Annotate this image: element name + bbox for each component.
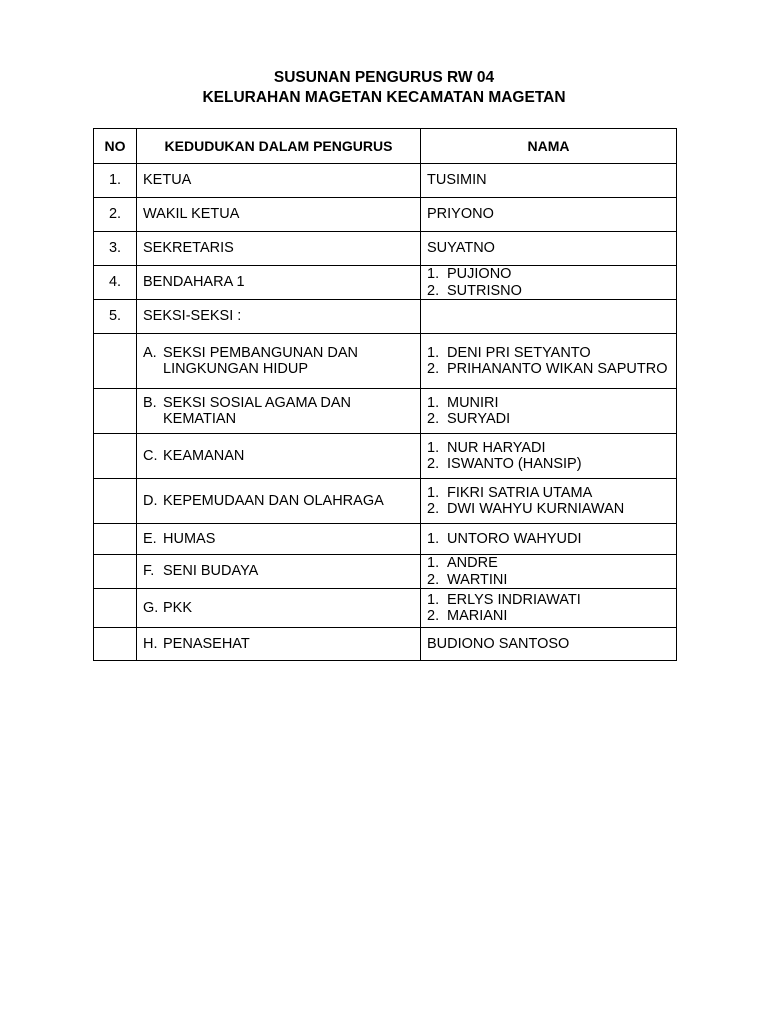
header-position: KEDUDUKAN DALAM PENGURUS: [137, 129, 421, 164]
table-row: [94, 434, 677, 479]
name-marker: 1.: [427, 555, 440, 571]
name-item: [427, 608, 670, 625]
member-name: SURYADI: [447, 411, 511, 427]
name-item: [427, 266, 670, 283]
name-marker: 1.: [427, 484, 440, 501]
cell-name: [421, 628, 677, 661]
table-row: [94, 589, 677, 628]
member-name: SUTRISNO: [447, 282, 522, 299]
position-marker: A.: [143, 344, 157, 361]
member-name: MARIANI: [447, 608, 508, 624]
member-name: ANDRE: [447, 555, 498, 571]
position-label: SENI BUDAYA: [163, 563, 259, 580]
name-marker: 1.: [427, 344, 440, 361]
position-item: [143, 493, 414, 510]
cell-position: [137, 589, 421, 628]
cell-no: [94, 389, 137, 434]
table-row: [94, 389, 677, 434]
name-item: [427, 456, 670, 473]
position-marker: D.: [143, 492, 158, 509]
cell-no: 4.: [94, 266, 137, 300]
cell-position: [137, 479, 421, 524]
cell-position: [137, 164, 421, 198]
position-label: WAKIL KETUA: [143, 206, 240, 223]
position-marker: B.: [143, 394, 157, 411]
cell-name: [421, 164, 677, 198]
name-item: [427, 283, 670, 300]
table-row: [94, 628, 677, 661]
cell-name: [421, 434, 677, 479]
name-marker: 2.: [427, 361, 440, 377]
cell-position: [137, 232, 421, 266]
table-row: [94, 334, 677, 389]
position-label: PKK: [163, 599, 193, 616]
name-marker: 1.: [427, 591, 440, 608]
member-name: PRIYONO: [427, 206, 494, 223]
name-item: [427, 531, 670, 548]
name-marker: 1.: [427, 530, 440, 547]
member-name: WARTINI: [447, 571, 508, 588]
cell-no: [94, 524, 137, 555]
cell-no: [94, 555, 137, 589]
cell-name: [421, 300, 677, 334]
member-name: DWI WAHYU KURNIAWAN: [447, 501, 625, 517]
name-item: [427, 361, 670, 378]
member-name: FIKRI SATRIA UTAMA: [447, 484, 593, 501]
cell-position: [137, 628, 421, 661]
cell-no: 1.: [94, 164, 137, 198]
position-item: [143, 563, 414, 580]
position-label: KEPEMUDAAN DAN OLAHRAGA: [163, 492, 384, 509]
name-item: [427, 555, 670, 572]
cell-no: 3.: [94, 232, 137, 266]
document-title: [0, 68, 768, 108]
table-header-row: [94, 129, 677, 164]
name-marker: 2.: [427, 282, 440, 299]
position-label: PENASEHAT: [163, 635, 250, 652]
position-label: SEKSI-SEKSI :: [143, 308, 242, 325]
table-row: [94, 300, 677, 334]
position-label: SEKSI SOSIAL AGAMA DAN KEMATIAN: [163, 394, 352, 427]
member-name: NUR HARYADI: [447, 439, 546, 456]
header-no: NO: [94, 129, 137, 164]
position-item: [143, 345, 414, 378]
table-row: [94, 555, 677, 589]
cell-name: [421, 266, 677, 300]
member-name: MUNIRI: [447, 394, 499, 411]
table-row: [94, 164, 677, 198]
position-label: SEKSI PEMBANGUNAN DAN LINGKUNGAN HIDUP: [163, 344, 358, 377]
position-label: BENDAHARA 1: [143, 274, 245, 291]
table-row: [94, 479, 677, 524]
table-row: [94, 232, 677, 266]
name-marker: 2.: [427, 571, 440, 588]
table-row: [94, 266, 677, 300]
cell-position: [137, 266, 421, 300]
name-marker: 1.: [427, 439, 440, 456]
cell-name: [421, 232, 677, 266]
table-row: [94, 198, 677, 232]
name-marker: 2.: [427, 456, 440, 472]
name-marker: 2.: [427, 608, 440, 624]
cell-position: [137, 198, 421, 232]
position-label: KETUA: [143, 172, 192, 189]
cell-position: [137, 389, 421, 434]
name-item: [427, 485, 670, 502]
cell-position: [137, 334, 421, 389]
cell-no: [94, 628, 137, 661]
cell-name: [421, 198, 677, 232]
member-name: PUJIONO: [447, 266, 512, 282]
member-name: UNTORO WAHYUDI: [447, 530, 582, 547]
title-line-2: KELURAHAN MAGETAN KECAMATAN MAGETAN: [202, 89, 566, 106]
position-item: [143, 531, 414, 548]
cell-name: [421, 555, 677, 589]
member-name: ERLYS INDRIAWATI: [447, 591, 581, 608]
name-item: [427, 395, 670, 412]
position-item: [143, 395, 414, 428]
position-label: HUMAS: [163, 530, 216, 547]
cell-position: [137, 300, 421, 334]
position-marker: H.: [143, 635, 158, 652]
name-marker: 1.: [427, 266, 440, 282]
member-name: BUDIONO SANTOSO: [427, 635, 570, 652]
position-marker: G.: [143, 599, 159, 616]
cell-name: [421, 334, 677, 389]
title-line-1: SUSUNAN PENGURUS RW 04: [273, 69, 495, 86]
name-item: [427, 501, 670, 518]
cell-position: [137, 524, 421, 555]
member-name: PRIHANANTO WIKAN SAPUTRO: [447, 361, 668, 377]
committee-table: [93, 128, 677, 661]
cell-no: [94, 479, 137, 524]
member-name: ISWANTO (HANSIP): [447, 456, 582, 472]
name-item: [427, 345, 670, 362]
cell-name: [421, 479, 677, 524]
header-name: NAMA: [421, 129, 677, 164]
cell-no: [94, 334, 137, 389]
position-marker: E.: [143, 530, 157, 547]
cell-no: 2.: [94, 198, 137, 232]
position-marker: C.: [143, 447, 158, 464]
position-item: [143, 448, 414, 465]
name-marker: 1.: [427, 394, 440, 411]
position-marker: F.: [143, 563, 155, 580]
name-item: [427, 411, 670, 428]
cell-name: [421, 589, 677, 628]
cell-position: [137, 434, 421, 479]
member-name: TUSIMIN: [427, 172, 487, 189]
position-label: SEKRETARIS: [143, 240, 234, 257]
name-marker: 2.: [427, 501, 440, 517]
name-item: [427, 572, 670, 589]
position-label: KEAMANAN: [163, 447, 245, 464]
cell-position: [137, 555, 421, 589]
cell-name: [421, 389, 677, 434]
cell-no: [94, 434, 137, 479]
position-item: [143, 600, 414, 617]
cell-no: [94, 589, 137, 628]
name-marker: 2.: [427, 411, 440, 427]
table-row: [94, 524, 677, 555]
name-item: [427, 592, 670, 609]
cell-name: [421, 524, 677, 555]
position-item: [143, 636, 414, 653]
member-name: DENI PRI SETYANTO: [447, 344, 591, 361]
cell-no: 5.: [94, 300, 137, 334]
member-name: SUYATNO: [427, 240, 495, 257]
name-item: [427, 440, 670, 457]
